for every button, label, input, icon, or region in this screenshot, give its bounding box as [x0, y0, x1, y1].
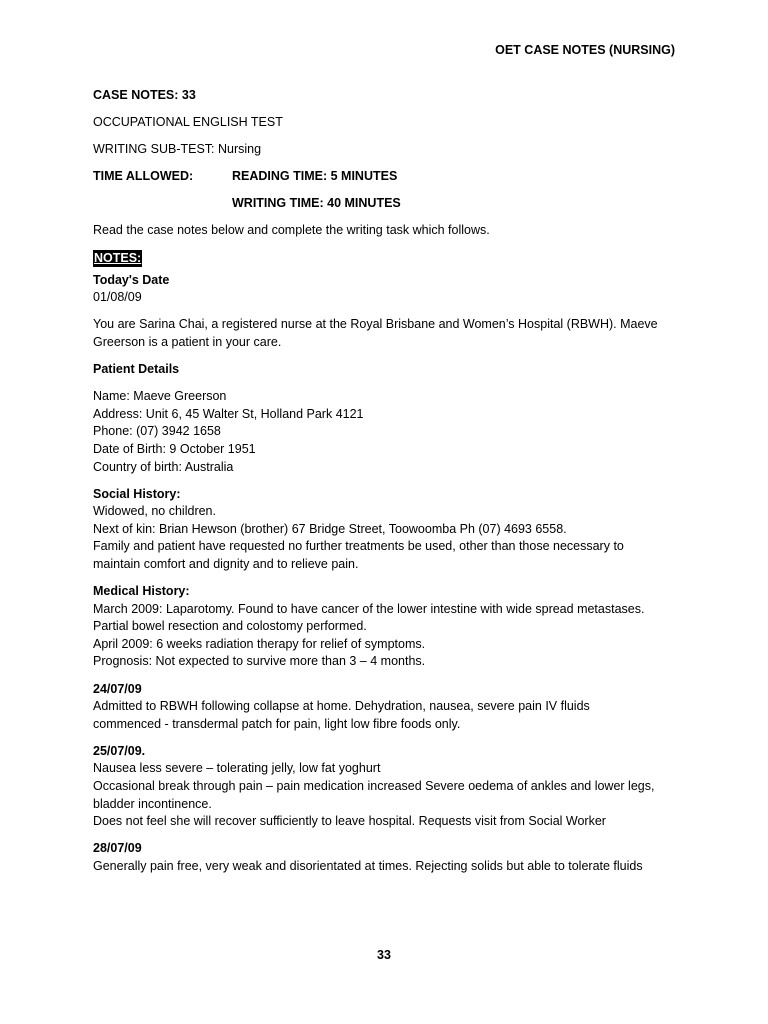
social-history-heading: Social History: [93, 486, 181, 501]
entry-line: Does not feel she will recover sufficiently to leave hospital. Requests visit from Social Worker [93, 814, 606, 829]
writing-time: WRITING TIME: 40 MINUTES [232, 196, 401, 211]
entry-line: Nausea less severe – tolerating jelly, low fat yoghurt [93, 761, 381, 776]
document-body [93, 87, 693, 885]
medical-history-line: March 2009: Laparotomy. Found to have cancer of the lower intestine with wide spread metastases. [93, 601, 645, 616]
document-header: OET CASE NOTES (NURSING) [495, 43, 675, 57]
entry-line: Generally pain free, very weak and disorientated at times. Rejecting solids but able to tolerate fluids [93, 858, 643, 873]
entry-line: Occasional break through pain – pain medication increased Severe oedema of ankles and lower legs, [93, 779, 655, 793]
scenario-section [93, 316, 693, 351]
social-history-section [93, 486, 693, 574]
subtest-value: Nursing [218, 142, 262, 157]
social-history-line: Next of kin: Brian Hewson (brother) 67 Bridge Street, Toowoomba Ph (07) 4693 6558. [93, 521, 567, 536]
entry-section [93, 681, 693, 734]
entry-section [93, 743, 693, 831]
scenario-line: You are Sarina Chai, a registered nurse at the Royal Brisbane and Women’s Hospital (RBWH). Maeve [93, 317, 658, 332]
notes-tag-row [93, 250, 693, 268]
todays-date-value: 01/08/09 [93, 290, 142, 305]
entry-line: bladder incontinence. [93, 796, 212, 811]
entry-line: Admitted to RBWH following collapse at home. Dehydration, nausea, severe pain IV fluids [93, 699, 590, 714]
patient-details-heading: Patient Details [93, 362, 180, 377]
instruction-text: Read the case notes below and complete the writing task which follows. [93, 223, 490, 238]
medical-history-line: Prognosis: Not expected to survive more than 3 – 4 months. [93, 654, 426, 669]
social-history-line: maintain comfort and dignity and to relieve pain. [93, 556, 359, 571]
entry-date: 24/07/09 [93, 681, 142, 696]
patient-detail-line: Address: Unit 6, 45 Walter St, Holland Park 4121 [93, 406, 364, 421]
medical-history-line: Partial bowel resection and colostomy performed. [93, 619, 367, 634]
patient-detail-line: Date of Birth: 9 October 1951 [93, 441, 256, 456]
medical-history-heading: Medical History: [93, 584, 190, 599]
todays-date-section [93, 272, 693, 307]
time-allowed-row [93, 168, 693, 186]
reading-time: READING TIME: 5 MINUTES [232, 169, 398, 184]
notes-tag: NOTES: [94, 250, 142, 265]
medical-history-section [93, 583, 693, 671]
patient-detail-line: Country of birth: Australia [93, 459, 234, 474]
case-notes-number: CASE NOTES: 33 [93, 88, 196, 102]
entry-date: 28/07/09 [93, 841, 142, 856]
patient-detail-line: Phone: (07) 3942 1658 [93, 424, 221, 439]
scenario-line: Greerson is a patient in your care. [93, 334, 282, 349]
social-history-line: Widowed, no children. [93, 504, 216, 519]
subtest-line [93, 141, 693, 159]
entry-line: commenced - transdermal patch for pain, light low fibre foods only. [93, 716, 461, 731]
entry-section [93, 840, 693, 875]
entry-date: 25/07/09. [93, 743, 146, 758]
patient-details-section [93, 388, 693, 476]
social-history-line: Family and patient have requested no further treatments be used, other than those necessary to [93, 539, 624, 554]
subtest-label: WRITING SUB-TEST: [93, 142, 218, 157]
page-number: 33 [377, 948, 391, 962]
time-allowed-label: TIME ALLOWED: [93, 169, 194, 184]
patient-detail-line: Name: Maeve Greerson [93, 389, 227, 404]
medical-history-line: April 2009: 6 weeks radiation therapy for relief of symptoms. [93, 636, 426, 651]
test-name: OCCUPATIONAL ENGLISH TEST [93, 115, 283, 130]
todays-date-heading: Today's Date [93, 272, 170, 287]
